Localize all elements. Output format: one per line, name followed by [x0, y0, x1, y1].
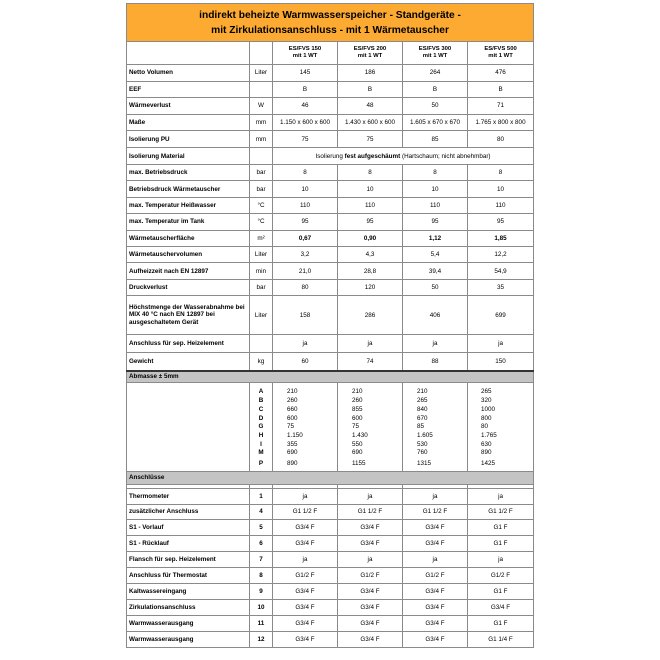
dimension-value: 210	[273, 388, 338, 397]
dimension-value: 260	[338, 396, 403, 405]
spec-value: 39,4	[403, 263, 468, 279]
spec-value: 8	[403, 165, 468, 181]
spec-value: 1.605 x 670 x 670	[403, 114, 468, 131]
connection-value: G3/4 F	[403, 583, 468, 599]
dimension-value: 320	[468, 396, 534, 405]
model-header-2	[338, 42, 403, 65]
spec-value: 10	[468, 181, 534, 197]
dimension-row	[127, 388, 534, 397]
dimension-value: 1.765	[468, 431, 534, 440]
connection-number: 9	[250, 583, 273, 599]
connection-value: G3/4 F	[468, 599, 534, 615]
spec-unit: bar	[250, 181, 273, 197]
title-line-1: indirekt beheizte Warmwasserspeicher - Standgeräte -	[199, 9, 461, 21]
spec-value: 8	[338, 165, 403, 181]
spec-value: 12,2	[468, 246, 534, 262]
spec-label: Gewicht	[127, 353, 250, 371]
spec-value: 145	[273, 65, 338, 82]
connection-value: G1/2 F	[273, 568, 338, 584]
spec-row	[127, 131, 534, 148]
connection-number: 11	[250, 615, 273, 631]
model-name: ES/FVS 200	[353, 45, 387, 52]
connection-value: G1/2 F	[403, 568, 468, 584]
dimension-value: 840	[403, 405, 468, 414]
spec-value: 95	[468, 214, 534, 230]
spec-row	[127, 81, 534, 98]
insulation-material-value	[273, 148, 534, 165]
dimension-label-empty	[127, 405, 250, 414]
connection-value: G1 F	[468, 615, 534, 631]
dimension-row	[127, 396, 534, 405]
spec-unit	[250, 81, 273, 98]
spec-value: ja	[338, 335, 403, 353]
connection-value: ja	[403, 552, 468, 568]
spec-value: B	[273, 81, 338, 98]
spec-value: 74	[338, 353, 403, 371]
spec-sheet	[126, 3, 533, 648]
connection-row	[127, 552, 534, 568]
spec-value: 71	[468, 98, 534, 115]
spec-unit: °C	[250, 197, 273, 213]
spec-value: ja	[403, 335, 468, 353]
connection-value: G1 F	[468, 536, 534, 552]
spec-label: EEF	[127, 81, 250, 98]
dimension-value: 690	[338, 448, 403, 457]
connection-value: G1 1/2 F	[468, 504, 534, 520]
spec-row	[127, 65, 534, 82]
connection-value: G3/4 F	[403, 536, 468, 552]
spec-table-body	[127, 4, 534, 648]
dimension-value: 1.605	[403, 431, 468, 440]
connections-section-label: Anschlüsse	[127, 471, 534, 484]
spec-value: 46	[273, 98, 338, 115]
spec-label: Wärmetauscherfläche	[127, 230, 250, 246]
connection-value: G1 1/4 F	[468, 631, 534, 647]
connection-value: G3/4 F	[273, 599, 338, 615]
connection-value: G3/4 F	[403, 615, 468, 631]
connection-label: zusätzlicher Anschluss	[127, 504, 250, 520]
spec-value: 85	[403, 131, 468, 148]
connection-label: S1 - Vorlauf	[127, 520, 250, 536]
dimension-value: 660	[273, 405, 338, 414]
connection-label: Thermometer	[127, 488, 250, 504]
spec-value: ja	[273, 335, 338, 353]
dimension-value: 355	[273, 440, 338, 449]
model-header-row	[127, 42, 534, 65]
dimension-letter: D	[250, 414, 273, 423]
spec-unit	[250, 335, 273, 353]
spec-row	[127, 279, 534, 295]
spec-row	[127, 353, 534, 371]
model-header-1	[273, 42, 338, 65]
spec-label: Wärmeverlust	[127, 98, 250, 115]
spec-value: 54,9	[468, 263, 534, 279]
model-header-3	[403, 42, 468, 65]
dimension-letter: P	[250, 457, 273, 471]
spec-value: 95	[273, 214, 338, 230]
connection-label: S1 - Rücklauf	[127, 536, 250, 552]
spec-unit: Liter	[250, 246, 273, 262]
model-subtitle: mit 1 WT	[422, 53, 448, 59]
dimension-value: 75	[273, 422, 338, 431]
connection-row	[127, 631, 534, 647]
spec-value: 75	[338, 131, 403, 148]
spec-value: 110	[468, 197, 534, 213]
connection-value: G3/4 F	[338, 583, 403, 599]
spec-value: 1,12	[403, 230, 468, 246]
spec-unit: W	[250, 98, 273, 115]
spec-label: max. Temperatur Heißwasser	[127, 197, 250, 213]
spec-value: 8	[273, 165, 338, 181]
connection-number: 5	[250, 520, 273, 536]
dimension-value: 530	[403, 440, 468, 449]
dimension-value: 1155	[338, 457, 403, 471]
dimension-label-empty	[127, 440, 250, 449]
spec-unit: mm	[250, 131, 273, 148]
spec-value: 35	[468, 279, 534, 295]
connection-row	[127, 536, 534, 552]
connection-value: ja	[468, 552, 534, 568]
dimension-value: 550	[338, 440, 403, 449]
dimension-value: 210	[403, 388, 468, 397]
dimension-letter: B	[250, 396, 273, 405]
dimension-value: 260	[273, 396, 338, 405]
spec-value: 10	[403, 181, 468, 197]
connection-value: G3/4 F	[403, 520, 468, 536]
spec-label: Isolierung PU	[127, 131, 250, 148]
spec-value: 1.150 x 600 x 600	[273, 114, 338, 131]
spec-value: 75	[273, 131, 338, 148]
spec-value: 1.765 x 800 x 800	[468, 114, 534, 131]
spec-value: 10	[338, 181, 403, 197]
spec-value: 80	[468, 131, 534, 148]
spec-label: max. Temperatur im Tank	[127, 214, 250, 230]
dimension-value: 1315	[403, 457, 468, 471]
spec-unit: bar	[250, 165, 273, 181]
connection-number: 7	[250, 552, 273, 568]
connection-label: Warmwasserausgang	[127, 631, 250, 647]
spec-unit: °C	[250, 214, 273, 230]
insulation-material-row	[127, 148, 534, 165]
connection-value: G3/4 F	[403, 631, 468, 647]
dimension-label-empty	[127, 457, 250, 471]
connection-value: G1 F	[468, 583, 534, 599]
spec-value: 5,4	[403, 246, 468, 262]
connection-label: Kaltwassereingang	[127, 583, 250, 599]
dimension-value: 600	[273, 414, 338, 423]
title-line-2: mit Zirkulationsanschluss - mit 1 Wärmetauscher	[211, 24, 449, 36]
connection-value: G3/4 F	[273, 536, 338, 552]
connection-value: G1 1/2 F	[403, 504, 468, 520]
spec-value: 264	[403, 65, 468, 82]
spec-value: 1,85	[468, 230, 534, 246]
spec-value: 50	[403, 98, 468, 115]
spec-value: 150	[468, 353, 534, 371]
dimension-value: 670	[403, 414, 468, 423]
header-empty-unit	[250, 42, 273, 65]
dimension-row	[127, 405, 534, 414]
connection-value: G3/4 F	[338, 536, 403, 552]
connection-number: 8	[250, 568, 273, 584]
spec-value: 48	[338, 98, 403, 115]
connection-value: G3/4 F	[273, 583, 338, 599]
dimension-value: 265	[468, 388, 534, 397]
connection-row	[127, 615, 534, 631]
spec-unit: kg	[250, 353, 273, 371]
model-subtitle: mit 1 WT	[292, 53, 318, 59]
dimension-value: 800	[468, 414, 534, 423]
dimension-label-empty	[127, 448, 250, 457]
model-subtitle: mit 1 WT	[357, 53, 383, 59]
spec-value: 60	[273, 353, 338, 371]
connection-number: 10	[250, 599, 273, 615]
dimension-value: 760	[403, 448, 468, 457]
dimension-value: 855	[338, 405, 403, 414]
dimension-value: 85	[403, 422, 468, 431]
insulation-material-label: Isolierung Material	[127, 148, 250, 165]
insulation-text-post: (Hartschaum; nicht abnehmbar)	[400, 152, 491, 160]
dimension-row	[127, 414, 534, 423]
title-cell	[127, 4, 534, 42]
model-name: ES/FVS 500	[484, 45, 517, 52]
connection-value: G3/4 F	[338, 615, 403, 631]
spec-value: 8	[468, 165, 534, 181]
dimensions-section-label: Abmasse ± 5mm	[127, 371, 534, 383]
dimension-letter: G	[250, 422, 273, 431]
insulation-text-pre: Isolierung	[315, 152, 345, 160]
dimension-value: 890	[273, 457, 338, 471]
connection-label: Warmwasserausgang	[127, 615, 250, 631]
model-subtitle: mit 1 WT	[488, 53, 513, 59]
dimension-letter: A	[250, 388, 273, 397]
model-name: ES/FVS 300	[418, 45, 452, 52]
spec-value: 0,67	[273, 230, 338, 246]
spec-row	[127, 335, 534, 353]
dimension-value: 630	[468, 440, 534, 449]
spec-unit: bar	[250, 279, 273, 295]
spec-value: 80	[273, 279, 338, 295]
dimension-letter: I	[250, 440, 273, 449]
spec-value: 95	[403, 214, 468, 230]
connection-value: G3/4 F	[273, 615, 338, 631]
dimension-value: 1.430	[338, 431, 403, 440]
connection-value: ja	[468, 488, 534, 504]
connection-value: G3/4 F	[338, 631, 403, 647]
spec-row	[127, 214, 534, 230]
spec-row	[127, 181, 534, 197]
mix40-value: 286	[338, 296, 403, 335]
spec-value: 21,0	[273, 263, 338, 279]
spec-value: B	[403, 81, 468, 98]
connection-value: ja	[338, 488, 403, 504]
connection-value: G3/4 F	[273, 631, 338, 647]
spec-label: Betriebsdruck Wärmetauscher	[127, 181, 250, 197]
spec-label: Druckverlust	[127, 279, 250, 295]
connection-number: 6	[250, 536, 273, 552]
connection-value: G3/4 F	[338, 520, 403, 536]
dimension-label-empty	[127, 422, 250, 431]
connection-number: 1	[250, 488, 273, 504]
spec-value: 1.430 x 600 x 600	[338, 114, 403, 131]
dimensions-section-row	[127, 371, 534, 383]
connection-value: ja	[338, 552, 403, 568]
spec-row	[127, 246, 534, 262]
connection-label: Zirkulationsanschluss	[127, 599, 250, 615]
spec-value: B	[468, 81, 534, 98]
spec-value: 110	[403, 197, 468, 213]
mix40-value: 158	[273, 296, 338, 335]
connection-value: G1/2 F	[468, 568, 534, 584]
connection-label: Flansch für sep. Heizelement	[127, 552, 250, 568]
mix40-unit: Liter	[250, 296, 273, 335]
spec-table	[126, 3, 534, 648]
dimension-label-empty	[127, 396, 250, 405]
spec-value: 3,2	[273, 246, 338, 262]
spec-label: Maße	[127, 114, 250, 131]
dimension-letter: M	[250, 448, 273, 457]
spec-unit: m²	[250, 230, 273, 246]
dimension-label-empty	[127, 414, 250, 423]
spec-value: 95	[338, 214, 403, 230]
title-row	[127, 4, 534, 42]
connection-value: ja	[273, 552, 338, 568]
dimension-label-empty	[127, 388, 250, 397]
dimension-value: 690	[273, 448, 338, 457]
insulation-material-unit-empty	[250, 148, 273, 165]
dimension-row	[127, 457, 534, 471]
spec-value: ja	[468, 335, 534, 353]
spec-label: Wärmetauschervolumen	[127, 246, 250, 262]
connection-value: G3/4 F	[273, 520, 338, 536]
spec-label: max. Betriebsdruck	[127, 165, 250, 181]
spec-unit: mm	[250, 114, 273, 131]
dimension-row	[127, 448, 534, 457]
connection-number: 12	[250, 631, 273, 647]
spec-row	[127, 165, 534, 181]
spec-label: Netto Volumen	[127, 65, 250, 82]
connections-section-row	[127, 471, 534, 484]
connection-row	[127, 520, 534, 536]
connection-value: G1 1/2 F	[338, 504, 403, 520]
dimension-row	[127, 422, 534, 431]
dimension-row	[127, 431, 534, 440]
spec-value: 10	[273, 181, 338, 197]
spec-unit: min	[250, 263, 273, 279]
spec-row	[127, 263, 534, 279]
spec-value: 120	[338, 279, 403, 295]
connection-value: G3/4 F	[403, 599, 468, 615]
dimension-value: 1425	[468, 457, 534, 471]
dimension-value: 1000	[468, 405, 534, 414]
spec-row	[127, 230, 534, 246]
spec-value: 88	[403, 353, 468, 371]
connection-row	[127, 599, 534, 615]
dimension-value: 210	[338, 388, 403, 397]
spec-label: Aufheizzeit nach EN 12897	[127, 263, 250, 279]
dimension-row	[127, 440, 534, 449]
insulation-text-bold: fest aufgeschäumt	[344, 152, 401, 160]
connection-row	[127, 568, 534, 584]
dimension-value: 75	[338, 422, 403, 431]
mix40-value: 406	[403, 296, 468, 335]
spec-row	[127, 197, 534, 213]
connection-value: G1 1/2 F	[273, 504, 338, 520]
connection-row	[127, 504, 534, 520]
spec-label: Anschluss für sep. Heizelement	[127, 335, 250, 353]
spec-unit: Liter	[250, 65, 273, 82]
dimension-value: 80	[468, 422, 534, 431]
spec-row	[127, 98, 534, 115]
dimension-value: 890	[468, 448, 534, 457]
mix40-row	[127, 296, 534, 335]
spec-value: 0,90	[338, 230, 403, 246]
spec-value: 50	[403, 279, 468, 295]
model-name: ES/FVS 150	[288, 45, 322, 52]
connection-label: Anschluss für Thermostat	[127, 568, 250, 584]
spec-value: 110	[338, 197, 403, 213]
connection-value: ja	[273, 488, 338, 504]
mix40-value: 699	[468, 296, 534, 335]
header-empty-label	[127, 42, 250, 65]
connection-value: G1/2 F	[338, 568, 403, 584]
spec-value: 476	[468, 65, 534, 82]
spec-value: 110	[273, 197, 338, 213]
dimension-value: 600	[338, 414, 403, 423]
spec-row	[127, 114, 534, 131]
connection-value: G1 F	[468, 520, 534, 536]
spec-value: B	[338, 81, 403, 98]
model-header-4	[468, 42, 534, 65]
dimension-label-empty	[127, 431, 250, 440]
dimension-letter: H	[250, 431, 273, 440]
dimension-value: 265	[403, 396, 468, 405]
connection-value: G3/4 F	[338, 599, 403, 615]
connection-number: 4	[250, 504, 273, 520]
spec-value: 4,3	[338, 246, 403, 262]
mix40-label: Höchstmenge der Wasserabnahme bei MIX 40 °C nach EN 12897 bei ausgeschaltetem Gerät	[127, 296, 250, 335]
connection-value: ja	[403, 488, 468, 504]
spec-value: 186	[338, 65, 403, 82]
connection-row	[127, 583, 534, 599]
connection-row	[127, 488, 534, 504]
spec-value: 28,8	[338, 263, 403, 279]
dimension-letter: C	[250, 405, 273, 414]
dimension-value: 1.150	[273, 431, 338, 440]
